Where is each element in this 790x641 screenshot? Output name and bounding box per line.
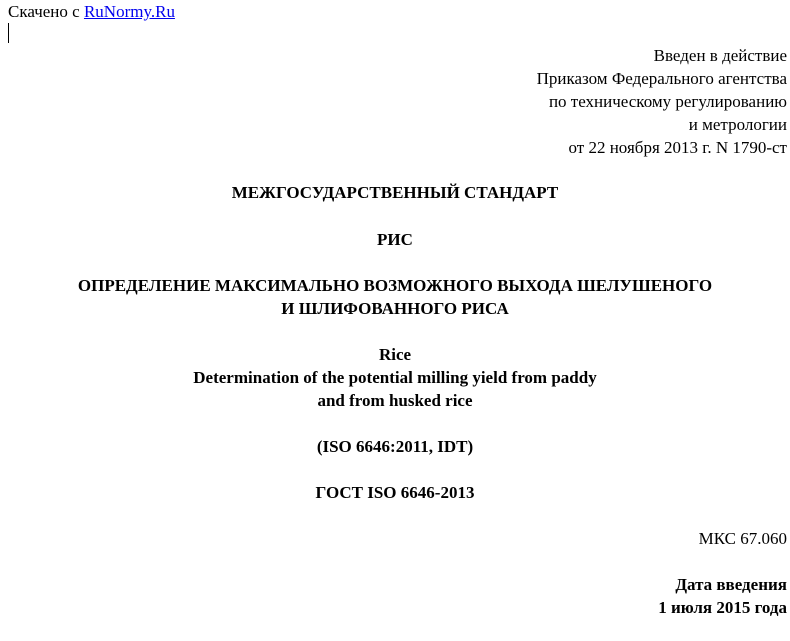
iso-ref: (ISO 6646:2011, IDT): [316, 437, 474, 456]
title-en-line: Determination of the potential milling yield from paddy: [193, 368, 597, 387]
intro-line: по техническому регулированию: [548, 92, 787, 111]
source-prefix: Скачено с: [8, 2, 84, 21]
introduction-note: [537, 44, 787, 159]
runormy-link[interactable]: RuNormy.Ru: [83, 2, 175, 21]
source-line: [8, 0, 175, 23]
effective-date: 1 июля 2015 года: [658, 598, 787, 617]
intro-line: Введен в действие: [653, 46, 787, 65]
title-russian: [0, 274, 790, 320]
title-ru-line: ОПРЕДЕЛЕНИЕ МАКСИМАЛЬНО ВОЗМОЖНОГО ВЫХОДА ШЕЛУШЕНОГО: [77, 276, 713, 295]
intro-line: и метрологии: [688, 115, 787, 134]
subject: РИС: [377, 230, 413, 249]
title-en-line: Rice: [378, 345, 412, 364]
title-english: [0, 343, 790, 412]
mks-code-block: [699, 527, 787, 550]
intro-line: от 22 ноября 2013 г. N 1790-ст: [568, 138, 787, 157]
gost-number-heading: [0, 481, 790, 504]
text-cursor: [8, 23, 9, 43]
effective-date-block: [658, 573, 787, 619]
effective-label: Дата введения: [675, 575, 787, 594]
iso-reference: [0, 435, 790, 458]
mks-code: МКС 67.060: [698, 529, 787, 548]
standard-type: МЕЖГОСУДАРСТВЕННЫЙ СТАНДАРТ: [231, 183, 559, 202]
intro-line: Приказом Федерального агентства: [536, 69, 787, 88]
subject-heading: [0, 228, 790, 251]
title-ru-line: И ШЛИФОВАННОГО РИСА: [281, 299, 509, 318]
title-en-line: and from husked rice: [317, 391, 473, 410]
standard-type-heading: [0, 181, 790, 204]
gost-number: ГОСТ ISO 6646-2013: [315, 483, 475, 502]
